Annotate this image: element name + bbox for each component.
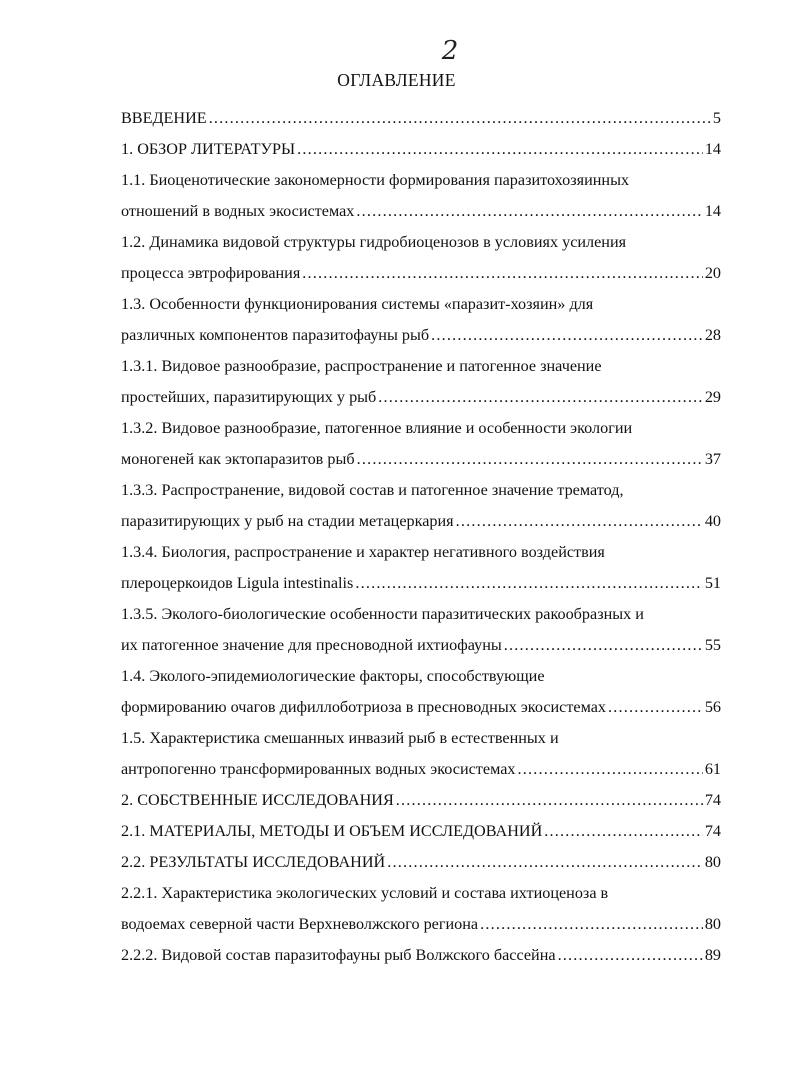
toc-entry [121, 816, 721, 847]
toc-entry [121, 320, 721, 351]
toc-entry [121, 692, 721, 723]
toc-entry-line [121, 413, 721, 444]
toc-entry [121, 568, 721, 599]
dot-leader [504, 630, 703, 661]
toc-entry-title: 1.3.2. Видовое разнообразие, патогенное влияние и особенности экологии [121, 419, 633, 437]
dot-leader [608, 692, 703, 723]
toc-entry-title: 1.3. Особенности функционирования системы «паразит-хозяин» для [121, 295, 594, 313]
toc-entry-title: 1.1. Биоценотические закономерности формирования паразитохозяинных [121, 171, 630, 189]
toc-entry [121, 754, 721, 785]
toc-entry [121, 506, 721, 537]
table-of-contents [121, 103, 721, 971]
toc-entry-title: 1.3.4. Биология, распространение и характер негативного воздействия [121, 543, 605, 561]
dot-leader [378, 382, 703, 413]
toc-entry-title: плероцеркоидов Ligula intestinalis [121, 574, 354, 592]
dot-leader [356, 196, 702, 227]
toc-page: 61 [704, 760, 721, 778]
toc-entry [121, 444, 721, 475]
toc-entry-title: простейших, паразитирующих у рыб [121, 388, 377, 406]
toc-entry-line [121, 475, 721, 506]
toc-entry-title: паразитирующих у рыб на стадии метацеркария [121, 512, 454, 530]
toc-entry-title: 1.3.1. Видовое разнообразие, распространение и патогенное значение [121, 357, 602, 375]
toc-entry-line [121, 537, 721, 568]
toc-page: 5 [712, 109, 721, 127]
toc-entry-title: 2.2.1. Характеристика экологических условий и состава ихтиоценоза в [121, 884, 609, 902]
toc-entry-title: антропогенно трансформированных водных экосистемах [121, 760, 516, 778]
toc-entry-line [121, 165, 721, 196]
toc-entry [121, 847, 721, 878]
toc-entry-title: отношений в водных экосистемах [121, 202, 355, 220]
toc-entry [121, 103, 721, 134]
dot-leader [387, 847, 703, 878]
toc-page: 14 [704, 140, 721, 158]
dot-leader [209, 103, 711, 134]
toc-page: 89 [704, 946, 721, 964]
dot-leader [544, 816, 703, 847]
toc-entry [121, 630, 721, 661]
toc-entry-title: ВВЕДЕНИЕ [121, 109, 207, 127]
toc-entry-title: моногеней как эктопаразитов рыб [121, 450, 355, 468]
toc-entry-title: 1.3.3. Распространение, видовой состав и патогенное значение трематод, [121, 481, 624, 499]
toc-entry-title: 1. ОБЗОР ЛИТЕРАТУРЫ [121, 140, 296, 158]
toc-entry-title: 2.1. МАТЕРИАЛЫ, МЕТОДЫ И ОБЪЕМ ИССЛЕДОВАНИЙ [121, 822, 543, 840]
dot-leader [355, 568, 702, 599]
toc-entry-line [121, 289, 721, 320]
page-number: 2 [441, 36, 459, 66]
toc-entry-title: их патогенное значение для пресноводной ихтиофауны [121, 636, 502, 654]
dot-leader [558, 940, 703, 971]
toc-page: 74 [704, 822, 721, 840]
toc-entry [121, 909, 721, 940]
dot-leader [431, 320, 703, 351]
toc-entry-title: 1.5. Характеристика смешанных инвазий рыб в естественных и [121, 729, 559, 747]
toc-page: 74 [704, 791, 721, 809]
toc-entry-line [121, 599, 721, 630]
toc-entry [121, 134, 721, 165]
dot-leader [302, 258, 703, 289]
toc-entry-title: 1.4. Эколого-эпидемиологические факторы, способствующие [121, 667, 545, 685]
toc-page: 80 [704, 915, 721, 933]
toc-entry-title: водоемах северной части Верхневолжского региона [121, 915, 479, 933]
toc-entry [121, 940, 721, 971]
toc-entry-title: 2. СОБСТВЕННЫЕ ИССЛЕДОВАНИЯ [121, 791, 394, 809]
toc-entry [121, 382, 721, 413]
dot-leader [517, 754, 702, 785]
toc-entry-line [121, 661, 721, 692]
toc-page: 37 [704, 450, 721, 468]
toc-entry [121, 258, 721, 289]
toc-entry-title: процесса эвтрофирования [121, 264, 301, 282]
toc-page: 29 [704, 388, 721, 406]
toc-entry-line [121, 723, 721, 754]
toc-page: 20 [704, 264, 721, 282]
dot-leader [357, 444, 703, 475]
toc-page: 56 [704, 698, 721, 716]
toc-page: 55 [704, 636, 721, 654]
toc-page: 40 [704, 512, 721, 530]
toc-entry-line [121, 878, 721, 909]
toc-page: 80 [704, 853, 721, 871]
toc-entry-title: 1.3.5. Эколого-биологические особенности паразитических ракообразных и [121, 605, 644, 623]
page-title: ОГЛАВЛЕНИЕ [337, 70, 456, 90]
toc-entry [121, 785, 721, 816]
toc-entry-title: различных компонентов паразитофауны рыб [121, 326, 430, 344]
toc-page: 28 [704, 326, 721, 344]
toc-entry-line [121, 227, 721, 258]
toc-entry-line [121, 351, 721, 382]
dot-leader [396, 785, 703, 816]
toc-entry [121, 196, 721, 227]
toc-entry-title: 2.2. РЕЗУЛЬТАТЫ ИССЛЕДОВАНИЙ [121, 853, 386, 871]
dot-leader [297, 134, 703, 165]
dot-leader [456, 506, 703, 537]
toc-entry-title: формированию очагов дифиллоботриоза в пресноводных экосистемах [121, 698, 607, 716]
toc-entry-title: 2.2.2. Видовой состав паразитофауны рыб Волжского бассейна [121, 946, 556, 964]
toc-page: 14 [704, 202, 721, 220]
dot-leader [480, 909, 703, 940]
toc-page: 51 [704, 574, 721, 592]
toc-entry-title: 1.2. Динамика видовой структуры гидробиоценозов в условиях усиления [121, 233, 627, 251]
